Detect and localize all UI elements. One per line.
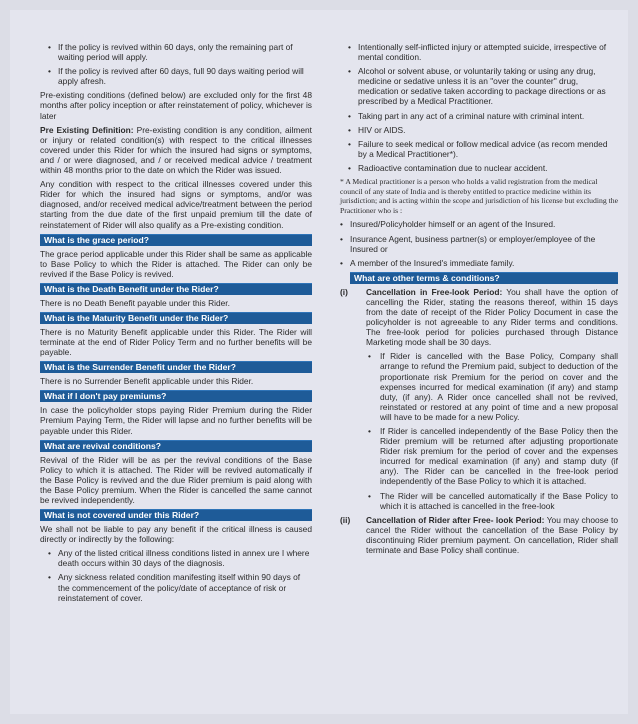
list-item: • The Rider will be cancelled automatically if the Base Policy to which it is attached is cancelled in the free-look: [368, 490, 618, 511]
maturity-text: There is no Maturity Benefit applicable under this Rider. The Rider will terminate at the end of Rider Policy Term and no further benefits will be payable.: [40, 326, 312, 358]
list-item: • Any sickness related condition manifesting itself within 90 days of the commencement of the policy/date of acceptance of risk or reinstatement of cover.: [48, 572, 301, 603]
list-item: • If Rider is cancelled with the Base Policy, Company shall arrange to refund the Premium paid, subject to deduction of the proportionate risk Premium for the period on cover and the expenses incurred for medical examination (if any) and stamp duty, (if any). A Rider once cancelled shall not be revived, reinstated or restored at any point of time and a new proposal will have to be made for a new Policy.: [368, 351, 618, 422]
section-heading-not-covered: What is not covered under this Rider?: [40, 509, 312, 521]
right-column: [340, 42, 618, 559]
no-premium-text: In case the policyholder stops paying Rider Premium during the Rider Premium Paying Term, the Rider will lapse and no further benefits will be payable under this Rider.: [40, 405, 312, 436]
surrender-text: There is no Surrender Benefit applicable under this Rider.: [40, 376, 254, 387]
left-column: [40, 42, 312, 607]
list-item: • If the policy is revived within 60 days, only the remaining part of waiting period will apply.: [48, 42, 293, 63]
section-heading-death: What is the Death Benefit under the Rider?: [40, 283, 312, 295]
pre-existing-intro: Pre-existing conditions (defined below) are excluded only for the first 48 months after policy inception or after reinstatement of policy, whichever is later: [40, 90, 312, 121]
section-heading-surrender: What is the Surrender Benefit under the Rider?: [40, 361, 312, 373]
section-heading-maturity: What is the Maturity Benefit under the Rider?: [40, 312, 312, 324]
document-page: [10, 10, 628, 714]
list-item: • Taking part in any act of a criminal nature with criminal intent.: [348, 110, 585, 121]
list-item: • Insured/Policyholder himself or an agent of the Insured.: [340, 219, 556, 230]
list-item: • Failure to seek medical or follow medical advice (as recom mended by a Medical Practitioner*).: [348, 138, 608, 159]
cancellation-after-free-look-clause: (ii) Cancellation of Rider after Free- look Period: You may choose to cancel the Rider without the cancellation of the Base Policy by discontinuing Rider premium payment. On cancellation, Rider shall terminate and Base Policy shall continue.: [340, 514, 618, 556]
list-item: • A member of the Insured's immediate family.: [340, 257, 515, 268]
list-item: • If the policy is revived after 60 days, full 90 days waiting period will apply afresh.: [48, 66, 304, 87]
death-text: There is no Death Benefit payable under this Rider.: [40, 297, 230, 308]
medical-practitioner-note: * A Medical practitioner is a person who holds a valid registration from the medical council of any state of India and is thereby entitled to practice medicine within its jurisdiction; and is acting within the scope and jurisdiction of his license but excluding the Practitioner who is :: [340, 177, 618, 215]
section-heading-no-premium: What if I don't pay premiums?: [40, 390, 312, 402]
list-item: • If Rider is cancelled independently of the Base Policy then the Rider premium will be returned after adjusting proportionate Rider risk premium for the period of cover and the expenses incurred for medical examination (if any) and stamp duty (if any). The Rider can be cancelled in the free-look period independently of the Base Policy to which it is attached.: [368, 426, 618, 487]
section-heading-grace: What is the grace period?: [40, 234, 312, 246]
list-item: • Radioactive contamination due to nuclear accident.: [348, 162, 548, 173]
pre-existing-any-condition: Any condition with respect to the critical illnesses covered under this Rider for which the insured had signs or symptoms, and/or was diagnosed, and/or received medical advice/treatment between the period starting from the due date of the first unpaid premium till the date of reinstatement of Rider will also qualify as a Pre-existing condition.: [40, 179, 312, 230]
revival-text: Revival of the Rider will be as per the revival conditions of the Base Policy to which it is attached. The Rider will be revived automatically if the Base Policy is revived and the due Rider premium is paid along with the Base Policy premium. When the Rider is cancelled the same cannot be revived independently.: [40, 454, 312, 505]
section-heading-other-terms: What are other terms & conditions?: [350, 272, 618, 284]
not-covered-text: We shall not be liable to pay any benefit if the critical illness is caused directly or indirectly by the following:: [40, 524, 312, 545]
section-heading-revival: What are revival conditions?: [40, 440, 312, 452]
pre-existing-definition: Pre Existing Definition: Pre-existing condition is any condition, ailment or injury or related condition(s) with respect to the critical illnesses covered under this Rider for which the insured had signs or symptoms, and / or were diagnosed, and / or received medical advice / treatment within 48 months prior to the date on which the Rider was issued.: [40, 124, 312, 176]
list-item: • Alcohol or solvent abuse, or voluntarily taking or using any drug, medicine or sedative unless it is an "over the counter" drug, medication or sedative taken according to package directions or as prescribed by a Medical Practitioner.: [348, 66, 606, 107]
list-item: • Any of the listed critical illness conditions listed in annex ure I where death occurs within 30 days of the diagnosis.: [48, 548, 310, 569]
list-item: • HIV or AIDS.: [348, 124, 406, 135]
list-item: • Insurance Agent, business partner(s) or employer/employee of the Insured or: [340, 233, 596, 254]
free-look-clause: (i) Cancellation in Free-look Period: You shall have the option of cancelling the Rider, stating the reasons thereof, within 15 days from the date of receipt of the Rider Policy Document in case the policyholder is not agreeable to any Rider terms and conditions. The free-look period for policies purchased through Distance Marketing mode shall be 30 days.: [340, 286, 618, 348]
grace-text: The grace period applicable under this Rider shall be same as applicable to Base Policy to which the Rider is attached. The Rider can only be revived if the Base Policy is revived.: [40, 248, 312, 279]
list-item: • Intentionally self-inflicted injury or attempted suicide, irrespective of mental condition.: [348, 42, 607, 63]
